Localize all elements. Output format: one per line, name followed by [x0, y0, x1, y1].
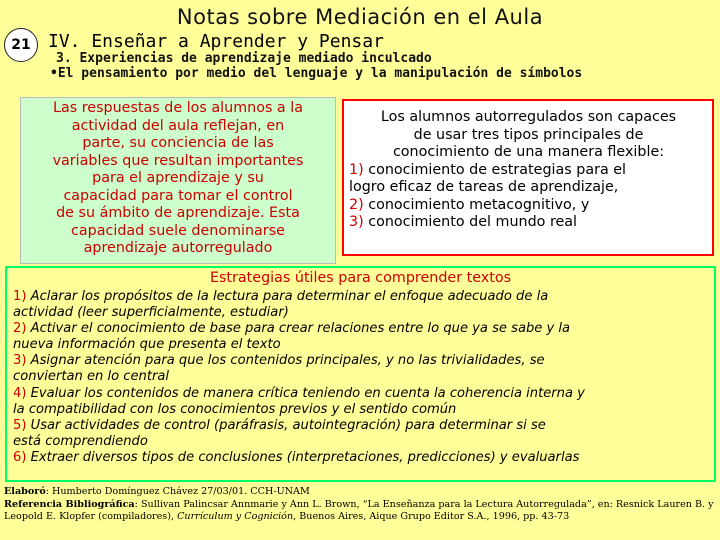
- strategy-number: 3): [13, 353, 27, 369]
- strategy-text: Aclarar los propósitos de la lectura para determinar el enfoque adecuado de la: [26, 289, 549, 304]
- right-box-item: [349, 214, 708, 232]
- left-box-line: de su ámbito de aprendizaje. Esta: [56, 205, 300, 221]
- author-label: Elaboró: [4, 486, 46, 497]
- strategy-line: [13, 369, 708, 385]
- right-box-item: [349, 162, 708, 180]
- slide-number-badge: 21: [4, 28, 38, 62]
- strategy-number: 2): [13, 321, 27, 337]
- strategy-line: [13, 289, 708, 305]
- item-text: conocimiento de estrategias para el: [363, 161, 627, 178]
- strategy-line: [13, 353, 708, 369]
- left-text-box: [20, 97, 336, 264]
- strategies-title: Estrategias útiles para comprender textos: [209, 270, 512, 286]
- author-text: : Humberto Domínguez Chávez 27/03/01. CCH-UNAM: [45, 486, 310, 497]
- left-box-line: variables que resultan importantes: [52, 152, 304, 169]
- strategy-text: está comprendiendo: [13, 433, 148, 449]
- strategy-line: [13, 402, 708, 418]
- item-number: 1): [349, 161, 364, 178]
- reference-label: Referencia Bibliográfica: [4, 498, 135, 510]
- strategy-number: 1): [13, 289, 27, 304]
- strategy-line: [13, 418, 708, 434]
- strategy-line: [13, 450, 708, 466]
- author-credit: [4, 486, 716, 499]
- strategy-text: Evaluar los contenidos de manera crítica teniendo en cuenta la coherencia interna y: [26, 385, 585, 401]
- strategy-line: [13, 434, 708, 450]
- left-box-line: capacidad suele denominarse: [71, 222, 285, 239]
- strategy-text: conviertan en lo central: [13, 369, 170, 385]
- left-box-line: aprendizaje autorregulado: [83, 240, 273, 256]
- right-box-intro-line: Los alumnos autorregulados son capaces: [380, 109, 677, 125]
- strategies-box: [5, 266, 716, 482]
- strategy-line: [13, 321, 708, 337]
- right-box-intro-line: de usar tres tipos principales de: [413, 126, 644, 143]
- strategy-line: [13, 386, 708, 402]
- left-box-line: para el aprendizaje y su: [92, 170, 264, 186]
- right-text-box: [342, 99, 714, 256]
- strategy-text: nueva información que presenta el texto: [13, 337, 281, 353]
- strategy-text: actividad (leer superficialmente, estudiar): [13, 305, 289, 321]
- section-heading: IV. Enseñar a Aprender y Pensar: [48, 31, 384, 52]
- bibliographic-reference: [4, 499, 716, 524]
- right-box-item: [349, 197, 708, 215]
- strategy-text: Extraer diversos tipos de conclusiones (interpretaciones, predicciones) y evaluarlas: [26, 449, 580, 465]
- reference-book-title: Currículum y Cognición: [177, 511, 294, 523]
- item-number: 2): [349, 196, 364, 213]
- strategy-line: [13, 305, 708, 321]
- subheading-experiencias: 3. Experiencias de aprendizaje mediado inculcado: [56, 51, 432, 66]
- strategy-text: Asignar atención para que los contenidos principales, y no las trivialidades, se: [26, 353, 545, 369]
- right-box-intro-line: conocimiento de una manera flexible:: [392, 144, 665, 160]
- item-number: 3): [349, 214, 364, 230]
- strategy-line: [13, 337, 708, 353]
- strategy-number: 5): [13, 417, 27, 433]
- left-box-line: actividad del aula reflejan, en: [71, 117, 285, 134]
- item-text: logro eficaz de tareas de aprendizaje,: [349, 179, 619, 195]
- reference-text-1: : Sullivan Palincsar Annmarie y Ann L. Brown, “La Enseñanza para la Lectura Autorregulada”, en: Resnick Lauren B. y Leopold E. Klopfer (compiladores),: [4, 498, 714, 523]
- right-box-item: [349, 179, 708, 197]
- left-box-line: parte, su conciencia de las: [82, 135, 274, 151]
- slide-title: Notas sobre Mediación en el Aula: [176, 5, 544, 29]
- reference-text-2: , Buenos Aires, Aique Grupo Editor S.A., 1996, pp. 43-73: [293, 511, 570, 523]
- strategy-text: la compatibilidad con los conocimientos previos y el sentido común: [13, 401, 457, 417]
- strategy-text: Activar el conocimiento de base para crear relaciones entre lo que ya se sabe y la: [26, 321, 571, 337]
- strategy-number: 4): [13, 385, 27, 401]
- strategy-text: Usar actividades de control (paráfrasis, autointegración) para determinar si se: [26, 417, 546, 433]
- item-text: conocimiento del mundo real: [363, 214, 578, 230]
- item-text: conocimiento metacognitivo, y: [363, 196, 590, 213]
- credits-footer: [4, 486, 716, 524]
- left-box-line: capacidad para tomar el control: [63, 187, 293, 204]
- left-box-line: Las respuestas de los alumnos a la: [53, 100, 303, 116]
- subheading-pensamiento: •El pensamiento por medio del lenguaje y la manipulación de símbolos: [50, 66, 583, 81]
- strategy-number: 6): [13, 449, 27, 465]
